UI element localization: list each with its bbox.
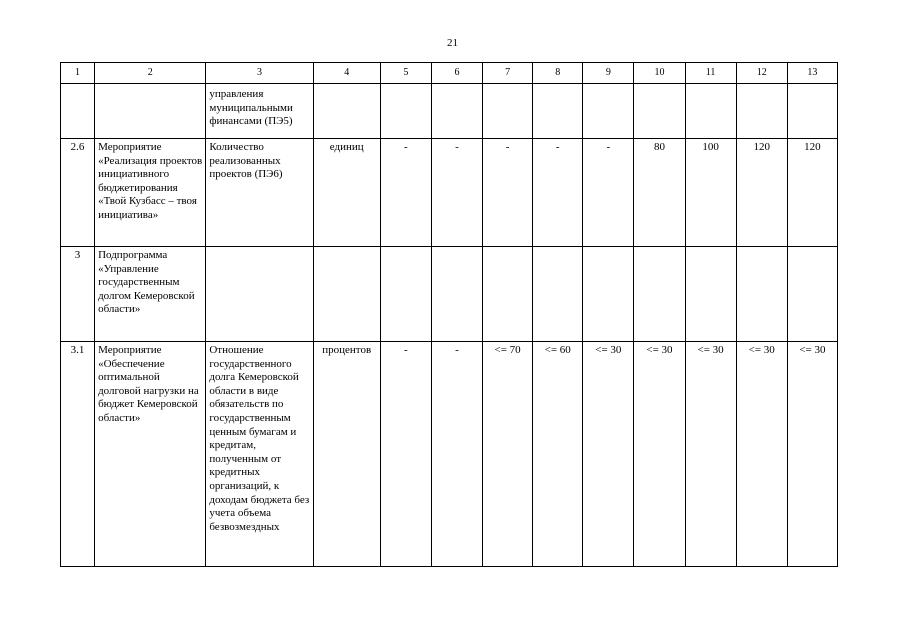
table-row: [61, 139, 838, 247]
value-cell: <= 30: [634, 342, 685, 567]
value-cell: <= 30: [736, 342, 787, 567]
value-cell: <= 70: [483, 342, 533, 567]
value-cell: [634, 247, 685, 342]
indicator-name-cell: Отношение государственного долга Кемеровской области в виде обязательств по государственным ценным бумагам и кредитам, полученным от кредитных организаций, к доходам бюджета без учета объема безвозмездных: [206, 342, 313, 567]
unit-cell: [313, 84, 380, 139]
value-cell: -: [533, 139, 583, 247]
activity-name-cell: Подпрограмма «Управление государственным долгом Кемеровской области»: [95, 247, 206, 342]
value-cell: <= 30: [787, 342, 837, 567]
column-header: 7: [483, 63, 533, 84]
value-cell: [380, 247, 431, 342]
value-cell: <= 60: [533, 342, 583, 567]
unit-cell: [313, 247, 380, 342]
value-cell: [483, 247, 533, 342]
page-number: 21: [447, 37, 458, 49]
value-cell: 80: [634, 139, 685, 247]
indicators-table: [60, 62, 838, 567]
column-header: 9: [583, 63, 634, 84]
value-cell: -: [431, 342, 482, 567]
value-cell: [736, 84, 787, 139]
row-number-cell: 2.6: [61, 139, 95, 247]
indicator-name-cell: [206, 247, 313, 342]
unit-cell: процентов: [313, 342, 380, 567]
value-cell: [431, 247, 482, 342]
column-header: 10: [634, 63, 685, 84]
indicator-name-cell: управления муниципальными финансами (ПЭ5): [206, 84, 313, 139]
row-number-cell: 3.1: [61, 342, 95, 567]
row-number-cell: 3: [61, 247, 95, 342]
table-row: [61, 342, 838, 567]
value-cell: 100: [685, 139, 736, 247]
unit-cell: единиц: [313, 139, 380, 247]
column-header: 12: [736, 63, 787, 84]
column-header: 1: [61, 63, 95, 84]
column-header: 5: [380, 63, 431, 84]
value-cell: -: [483, 139, 533, 247]
value-cell: [685, 247, 736, 342]
value-cell: [634, 84, 685, 139]
activity-name-cell: Мероприятие «Реализация проектов инициативного бюджетирования «Твой Кузбасс – твоя инициатива»: [95, 139, 206, 247]
value-cell: [483, 84, 533, 139]
value-cell: -: [431, 139, 482, 247]
table-header-row: [61, 63, 838, 84]
value-cell: [431, 84, 482, 139]
value-cell: -: [583, 139, 634, 247]
value-cell: [685, 84, 736, 139]
column-header: 4: [313, 63, 380, 84]
value-cell: [787, 247, 837, 342]
value-cell: [533, 84, 583, 139]
value-cell: 120: [736, 139, 787, 247]
value-cell: -: [380, 342, 431, 567]
column-header: 3: [206, 63, 313, 84]
value-cell: [736, 247, 787, 342]
value-cell: [533, 247, 583, 342]
activity-name-cell: [95, 84, 206, 139]
column-header: 6: [431, 63, 482, 84]
column-header: 11: [685, 63, 736, 84]
table-row: [61, 84, 838, 139]
activity-name-cell: Мероприятие «Обеспечение оптимальной долговой нагрузки на бюджет Кемеровской области»: [95, 342, 206, 567]
value-cell: [380, 84, 431, 139]
value-cell: <= 30: [583, 342, 634, 567]
column-header: 8: [533, 63, 583, 84]
value-cell: [583, 247, 634, 342]
row-number-cell: [61, 84, 95, 139]
value-cell: -: [380, 139, 431, 247]
value-cell: [583, 84, 634, 139]
value-cell: 120: [787, 139, 837, 247]
value-cell: <= 30: [685, 342, 736, 567]
column-header: 2: [95, 63, 206, 84]
indicator-name-cell: Количество реализованных проектов (ПЭ6): [206, 139, 313, 247]
column-header: 13: [787, 63, 837, 84]
table-row: [61, 247, 838, 342]
value-cell: [787, 84, 837, 139]
